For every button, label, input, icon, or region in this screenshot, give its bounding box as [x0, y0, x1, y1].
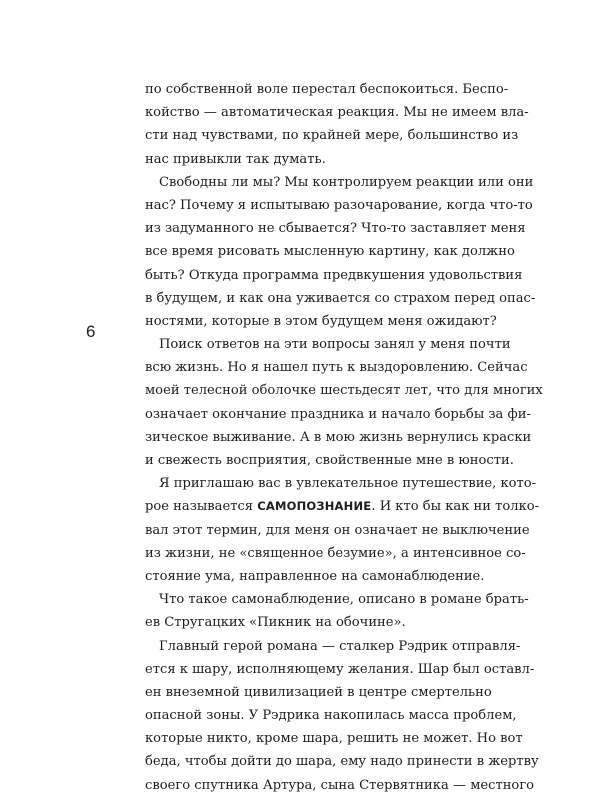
text-line: своего спутника Артура, сына Стервятника — местного	[145, 777, 535, 793]
text-line: из жизни, не «священное безумие», а интенсивное со-	[145, 545, 526, 561]
text-line: нас привыкли так думать.	[145, 151, 326, 167]
text-line: ев Стругацких «Пикник на обочине».	[145, 615, 406, 631]
text-line: Я приглашаю вас в увлекательное путешествие, кото-	[159, 476, 537, 492]
text-line: из задуманного не сбывается? Что-то заставляет меня	[145, 221, 526, 237]
text-line: и свежесть восприятия, свойственные мне в юности.	[145, 453, 514, 468]
body-text	[145, 78, 543, 797]
page-number: 6	[86, 322, 96, 341]
text-line: все время рисовать мысленную картину, как должно	[145, 244, 515, 260]
paragraph	[145, 333, 543, 472]
text-line: означает окончание праздника и начало борьбы за фи-	[145, 406, 531, 422]
text-line: койство — автоматическая реакция. Мы не имеем вла-	[145, 105, 529, 121]
paragraph	[145, 472, 540, 588]
highlighted-term: САМОПОЗНАНИЕ	[257, 499, 372, 514]
text-line: опасной зоны. У Рэдрика накопилась масса проблем,	[145, 708, 517, 724]
text-fragment: рое называется	[145, 499, 258, 515]
text-line: ется к шару, исполняющему желания. Шар был оставл-	[145, 661, 535, 677]
text-line: ностями, которые в этом будущем меня ожидают?	[145, 313, 497, 329]
text-line: быть? Откуда программа предвкушения удовольствия	[145, 267, 523, 283]
paragraph	[145, 171, 536, 333]
text-line: сти над чувствами, по крайней мере, большинство из	[145, 128, 519, 144]
text-line: стояние ума, направленное на самонаблюдение.	[145, 568, 485, 584]
text-fragment: . И кто бы как ни толко-	[371, 499, 540, 515]
paragraph	[145, 588, 529, 634]
text-line	[145, 495, 540, 518]
text-line: беда, чтобы дойти до шара, ему надо принести в жертву	[145, 754, 539, 770]
text-line: нас? Почему я испытываю разочарование, когда что-то	[145, 197, 533, 213]
text-line: в будущем, и как она уживается со страхом перед опас-	[145, 290, 536, 306]
text-line: всю жизнь. Но я нашел путь к выздоровлению. Сейчас	[145, 360, 528, 376]
text-line: ен внеземной цивилизацией в центре смертельно	[145, 684, 492, 700]
text-line: Свободны ли мы? Мы контролируем реакции или они	[159, 174, 534, 190]
text-line: Поиск ответов на эти вопросы занял у меня почти	[159, 337, 511, 353]
text-line: зическое выживание. А в мою жизнь вернулись краски	[145, 429, 532, 445]
paragraph	[145, 635, 539, 797]
text-line: вал этот термин, для меня он означает не выключение	[145, 522, 530, 538]
text-line: по собственной воле перестал беспокоиться. Беспо-	[145, 82, 509, 97]
text-line: которые никто, кроме шара, решить не может. Но вот	[145, 731, 523, 747]
text-line: Главный герой романа — сталкер Рэдрик отправля-	[159, 638, 521, 654]
text-line: моей телесной оболочке шестьдесят лет, что для многих	[145, 383, 543, 399]
text-line: Что такое самонаблюдение, описано в романе брать-	[159, 592, 529, 608]
paragraph	[145, 78, 529, 171]
